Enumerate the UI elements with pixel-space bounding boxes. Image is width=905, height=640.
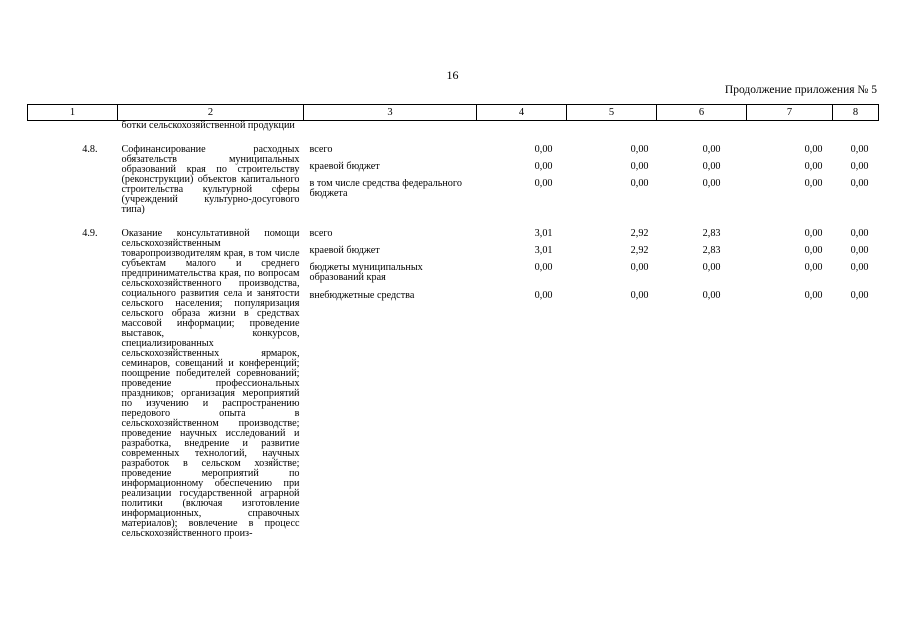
value-cell: 0,00 xyxy=(702,144,721,155)
value-cell: 0,00 xyxy=(804,178,823,189)
header-col-3: 3 xyxy=(304,105,477,121)
value-cell: 0,00 xyxy=(850,245,869,256)
carryover-row xyxy=(28,121,879,132)
value-cell: 0,00 xyxy=(630,178,649,189)
col-4-values xyxy=(477,145,567,215)
source-label: внебюджетные средства xyxy=(309,290,415,301)
header-col-8: 8 xyxy=(833,105,879,121)
appendix-table xyxy=(27,104,879,539)
row-number: 4.8. xyxy=(82,144,98,155)
value-cell: 0,00 xyxy=(630,262,649,273)
value-cell: 0,00 xyxy=(804,245,823,256)
row-number: 4.9. xyxy=(82,228,98,239)
value-cell: 0,00 xyxy=(850,144,869,155)
value-cell: 2,92 xyxy=(630,228,649,239)
col-8-values xyxy=(833,229,879,539)
value-cell: 0,00 xyxy=(850,228,869,239)
value-cell: 0,00 xyxy=(804,262,823,273)
value-cell: 0,00 xyxy=(702,290,721,301)
value-cell: 0,00 xyxy=(702,262,721,273)
header-col-7: 7 xyxy=(747,105,833,121)
col-5-values xyxy=(567,145,657,215)
value-cell: 0,00 xyxy=(534,290,553,301)
header-row xyxy=(28,105,879,121)
value-cell: 0,00 xyxy=(630,290,649,301)
value-cell: 2,92 xyxy=(630,245,649,256)
header-col-6: 6 xyxy=(657,105,747,121)
value-cell: 0,00 xyxy=(702,178,721,189)
funding-sources xyxy=(304,145,477,215)
value-cell: 0,00 xyxy=(534,262,553,273)
value-cell: 0,00 xyxy=(804,144,823,155)
col-7-values xyxy=(747,145,833,215)
continuation-caption: Продолжение приложения № 5 xyxy=(724,84,877,96)
col-4-values xyxy=(477,229,567,539)
source-label: в том числе средства федерального бюджета xyxy=(309,178,462,199)
source-label: краевой бюджет xyxy=(309,245,380,256)
col-6-values xyxy=(657,229,747,539)
funding-sources xyxy=(304,229,477,539)
row-description: Оказание консультативной помощи сельскохозяйственным товаропроизводителям края, в том числе субъектам малого и среднего предпринимательства края, по вопросам сельскохозяйственного производства, социального развития села и занятости сельского населения; популяризация сельского образа жизни в средствах массовой информации; проведение выставок, конкурсов, специализированных сельскохозяйственных ярмарок, семинаров, совещаний и конференций; поощрение победителей соревнований; проведение профессиональных праздников; организация мероприятий по изучению и распространению передового опыта в сельскохозяйственном производстве; проведение научных исследований и разработка, внедрение и развитие современных технологий, научных разработок в сельском хозяйстве; проведение мероприятий по информационному обеспечению при реализации государственной аграрной политики (включая изготовление информационных, справочных материалов); вовлечение в процесс сельскохозяйственного произ- xyxy=(121,228,300,539)
value-cell: 0,00 xyxy=(804,290,823,301)
page-number: 16 xyxy=(446,68,459,82)
header-col-2: 2 xyxy=(118,105,304,121)
value-cell: 0,00 xyxy=(534,161,553,172)
col-5-values xyxy=(567,229,657,539)
table-row xyxy=(28,145,879,215)
value-cell: 0,00 xyxy=(702,161,721,172)
value-cell: 0,00 xyxy=(534,144,553,155)
value-cell: 2,83 xyxy=(702,245,721,256)
value-cell: 0,00 xyxy=(850,262,869,273)
source-label: всего xyxy=(309,228,333,239)
source-label: бюджеты муниципальных образований края xyxy=(309,262,423,283)
row-description: Софинансирование расходных обязательств муниципальных образований края по строительству (реконструкции) объектов капитального строительства культурной сферы (учреждений культурно-досугового типа) xyxy=(121,144,300,215)
value-cell: 0,00 xyxy=(850,290,869,301)
col-7-values xyxy=(747,229,833,539)
value-cell: 2,83 xyxy=(702,228,721,239)
value-cell: 3,01 xyxy=(534,245,553,256)
value-cell: 0,00 xyxy=(804,228,823,239)
value-cell: 0,00 xyxy=(630,144,649,155)
header-col-4: 4 xyxy=(477,105,567,121)
source-label: всего xyxy=(309,144,333,155)
carryover-description: ботки сельскохозяйственной продукции xyxy=(121,120,295,131)
value-cell: 0,00 xyxy=(850,178,869,189)
value-cell: 0,00 xyxy=(630,161,649,172)
col-6-values xyxy=(657,145,747,215)
col-8-values xyxy=(833,145,879,215)
table-row xyxy=(28,229,879,539)
header-col-5: 5 xyxy=(567,105,657,121)
header-col-1: 1 xyxy=(28,105,118,121)
value-cell: 0,00 xyxy=(804,161,823,172)
value-cell: 0,00 xyxy=(534,178,553,189)
source-label: краевой бюджет xyxy=(309,161,380,172)
value-cell: 0,00 xyxy=(850,161,869,172)
value-cell: 3,01 xyxy=(534,228,553,239)
